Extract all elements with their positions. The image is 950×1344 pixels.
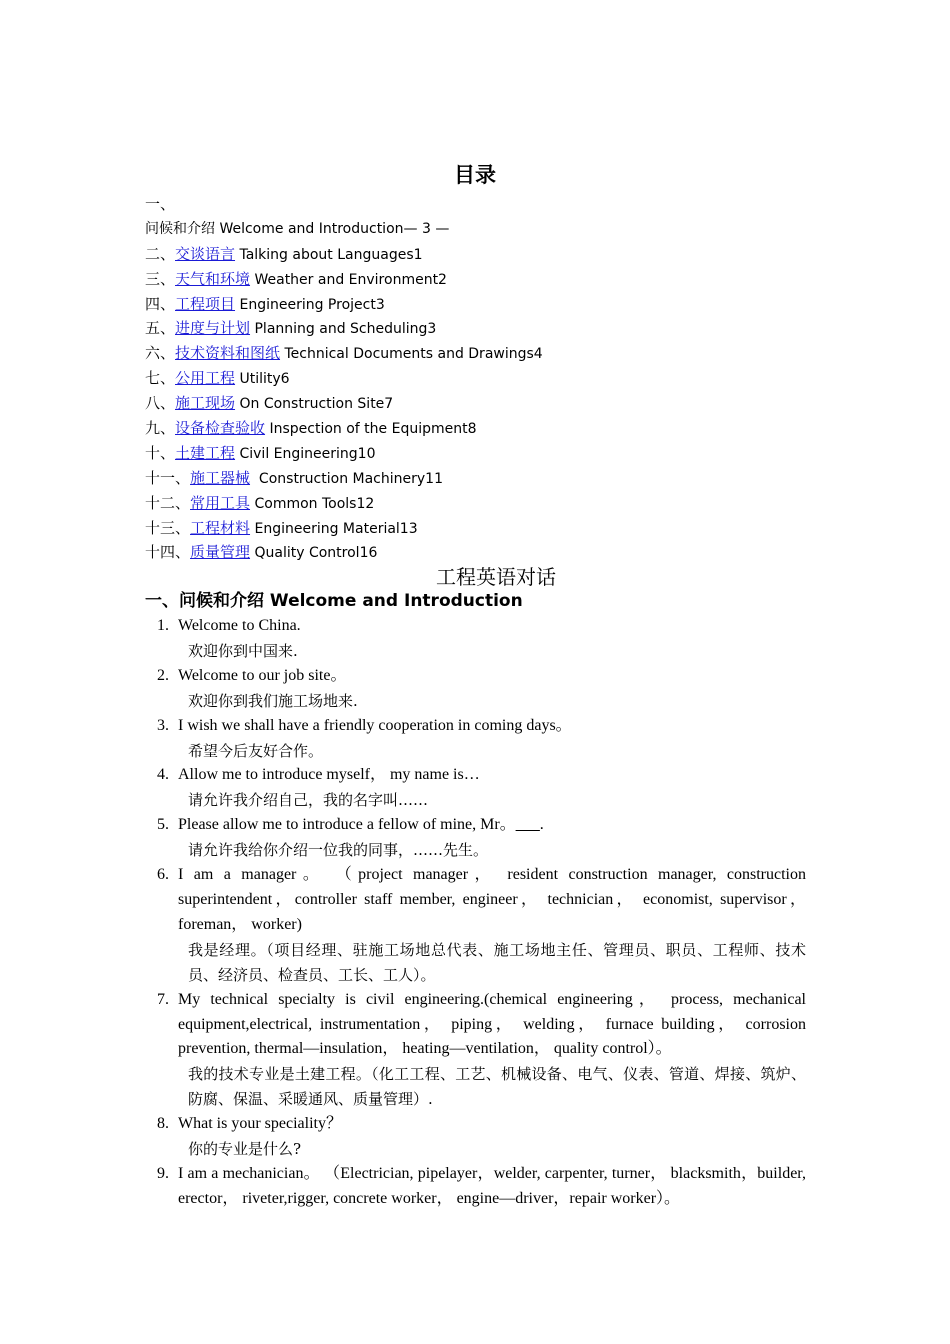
- list-item: [145, 664, 806, 714]
- item-english: I am a mechanician。 （Electrician, pipelayer，welder, carpenter, turner， blacksmith，builder, erector， riveter,rigger, concrete worker， engine—driver，repair worker）。: [178, 1164, 806, 1207]
- item-english-tail: .: [539, 816, 544, 834]
- toc-entry: [145, 491, 825, 516]
- item-english: What is your speciality？: [178, 1115, 342, 1133]
- document-title: 工程英语对话: [436, 565, 556, 589]
- toc-entry-english: Civil Engineering10: [235, 445, 376, 462]
- toc-link[interactable]: 进度与计划: [175, 319, 251, 338]
- toc-entry-number: 五、: [145, 319, 176, 338]
- item-chinese: 希望今后友好合作。: [188, 741, 324, 760]
- item-english: I am a manager。 （project manager， resident construction manager, construction superintendent，controller staff member, engineer， technician， economist, supervisor，foreman， worker): [178, 866, 806, 933]
- list-item: [145, 763, 806, 813]
- item-number: 8.: [157, 1115, 169, 1133]
- toc-entry: [145, 341, 825, 366]
- toc-entry-english: Weather and Environment2: [250, 271, 447, 288]
- item-number: 1.: [157, 617, 169, 634]
- toc-entry: [145, 516, 825, 541]
- toc-entry-english: Inspection of the Equipment8: [265, 421, 477, 438]
- toc-entry-number: 六、: [145, 344, 176, 363]
- item-number: 7.: [157, 990, 169, 1008]
- toc-entry-number: 九、: [145, 419, 176, 438]
- list-item: [145, 1112, 806, 1162]
- toc-entry-number: 二、: [145, 244, 176, 263]
- toc-entry: [145, 242, 825, 267]
- toc-entry: [145, 316, 825, 341]
- toc-link[interactable]: 质量管理: [190, 543, 251, 562]
- toc-link[interactable]: 公用工程: [175, 369, 236, 388]
- toc-entry-english: Engineering Material13: [250, 520, 418, 537]
- list-item: [145, 1162, 806, 1212]
- item-number: 2.: [157, 666, 169, 684]
- item-number: 3.: [157, 716, 169, 734]
- toc-entry: [145, 366, 825, 391]
- item-english: Welcome to our job site。: [178, 666, 347, 684]
- item-chinese: 欢迎你到中国来.: [188, 641, 298, 660]
- list-item: [145, 714, 806, 764]
- toc-entry: [145, 267, 825, 292]
- item-number: 5.: [157, 816, 169, 834]
- toc-entry-number: 四、: [145, 294, 176, 313]
- toc-link[interactable]: 施工现场: [175, 394, 236, 413]
- toc-entry-english: Utility6: [235, 371, 290, 388]
- toc-entry-english: Construction Machinery11: [250, 470, 443, 487]
- item-chinese: 我是经理。（项目经理、驻施工场地总代表、施工场地主任、管理员、职员、工程师、技术员、经济员、检查员、工长、工人）。: [188, 940, 806, 984]
- blank-line: ___: [515, 816, 540, 834]
- toc-entry-number: 十四、: [145, 543, 191, 562]
- item-chinese: 请允许我介绍自己，我的名字叫……: [188, 791, 429, 810]
- toc-link[interactable]: 工程材料: [190, 518, 251, 537]
- toc-entry-number: 十三、: [145, 518, 191, 537]
- toc-entry-number: 三、: [145, 269, 176, 288]
- item-number: 6.: [157, 866, 169, 884]
- item-chinese: 你的专业是什么?: [188, 1140, 302, 1159]
- toc-entry-number: 一、: [145, 195, 176, 213]
- toc-entry: [145, 441, 825, 466]
- list-item: [145, 614, 806, 664]
- item-english: I wish we shall have a friendly cooperation in coming days。: [178, 716, 572, 734]
- item-english: [178, 813, 806, 838]
- item-english: My technical specialty is civil engineering.(chemical engineering， process, mechanical equipment,electrical, instrumentation， piping， welding， furnace building， corrosion prevention, thermal—insulation， heating—ventilation， quality control）。: [178, 990, 806, 1058]
- toc-entry-1-number: [145, 192, 825, 217]
- toc-entry-number: 八、: [145, 394, 176, 413]
- phrase-list: [145, 614, 806, 1212]
- toc-entry-english: Planning and Scheduling3: [250, 321, 437, 338]
- item-number: 4.: [157, 766, 169, 784]
- toc-entry: [145, 466, 825, 491]
- toc-link[interactable]: 技术资料和图纸: [175, 344, 281, 363]
- table-of-contents: [145, 192, 825, 565]
- item-chinese: 我的技术专业是土建工程。（化工工程、工艺、机械设备、电气、仪表、管道、焊接、筑炉、防腐、保温、采暖通风、质量管理）.: [188, 1065, 806, 1109]
- list-item: [145, 863, 806, 988]
- item-english: Allow me to introduce myself， my name is…: [178, 766, 480, 784]
- section-heading: 一、问候和介绍 Welcome and Introduction: [145, 591, 523, 611]
- toc-link[interactable]: 常用工具: [190, 493, 251, 512]
- item-chinese: 请允许我给你介绍一位我的同事，……先生。: [188, 841, 489, 860]
- toc-entry-english: On Construction Site7: [235, 396, 394, 413]
- toc-entry-english: Common Tools12: [250, 495, 375, 512]
- item-english: Welcome to China.: [178, 617, 301, 634]
- item-chinese: 欢迎你到我们施工场地来.: [188, 691, 358, 710]
- toc-entry-english: Quality Control16: [250, 545, 378, 562]
- list-item: [145, 988, 806, 1113]
- toc-entry-english: Technical Documents and Drawings4: [280, 346, 543, 363]
- toc-entry-text: 问候和介绍 Welcome and Introduction— 3 —: [145, 220, 450, 237]
- toc-link[interactable]: 交谈语言: [175, 244, 236, 263]
- toc-entry: [145, 416, 825, 441]
- toc-link[interactable]: 天气和环境: [175, 269, 251, 288]
- toc-entry: [145, 540, 825, 565]
- toc-link[interactable]: 工程项目: [175, 294, 236, 313]
- toc-entry-number: 七、: [145, 369, 176, 388]
- toc-entry: [145, 292, 825, 317]
- toc-link[interactable]: 施工器械: [190, 468, 251, 487]
- toc-entry-english: Engineering Project3: [235, 296, 385, 313]
- toc-entry-number: 十、: [145, 443, 176, 462]
- toc-entry: [145, 391, 825, 416]
- toc-entry-english: Talking about Languages1: [235, 246, 423, 263]
- item-number: 9.: [157, 1164, 169, 1182]
- toc-link[interactable]: 土建工程: [175, 443, 236, 462]
- toc-entry-number: 十一、: [145, 468, 191, 487]
- toc-title: 目录: [454, 163, 496, 187]
- toc-link[interactable]: 设备检查验收: [175, 419, 266, 438]
- list-item: [145, 813, 806, 863]
- item-english-main: Please allow me to introduce a fellow of mine, Mr。: [178, 816, 516, 834]
- toc-entry-1: [145, 217, 825, 242]
- toc-entry-number: 十二、: [145, 493, 191, 512]
